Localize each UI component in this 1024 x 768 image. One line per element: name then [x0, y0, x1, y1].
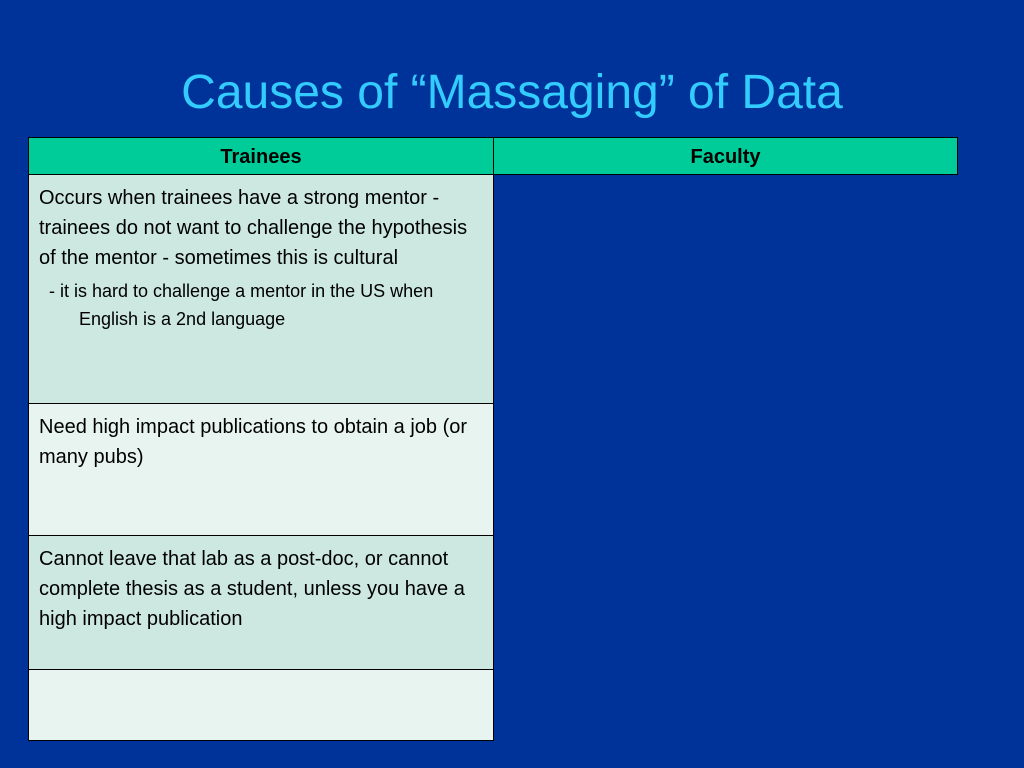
header-trainees: Trainees: [28, 137, 494, 175]
trainees-row-1-text: Occurs when trainees have a strong mentor - trainees do not want to challenge the hypothesis of the mentor - sometimes this is cultural: [39, 187, 468, 269]
trainees-row-3: [28, 535, 494, 670]
trainees-row-3-text: Cannot leave that lab as a post-doc, or cannot complete thesis as a student, unless you have a high impact publication: [39, 548, 465, 630]
slide-title: Causes of “Massaging” of Data: [181, 66, 843, 119]
header-faculty: Faculty: [493, 137, 958, 175]
trainees-row-1-subpoint: - it is hard to challenge a mentor in the US when English is a 2nd language: [49, 281, 434, 329]
trainees-row-2: [28, 403, 494, 536]
trainees-row-4: [28, 669, 494, 741]
trainees-row-2-text: Need high impact publications to obtain a job (or many pubs): [39, 416, 468, 468]
trainees-row-1: [28, 174, 494, 404]
